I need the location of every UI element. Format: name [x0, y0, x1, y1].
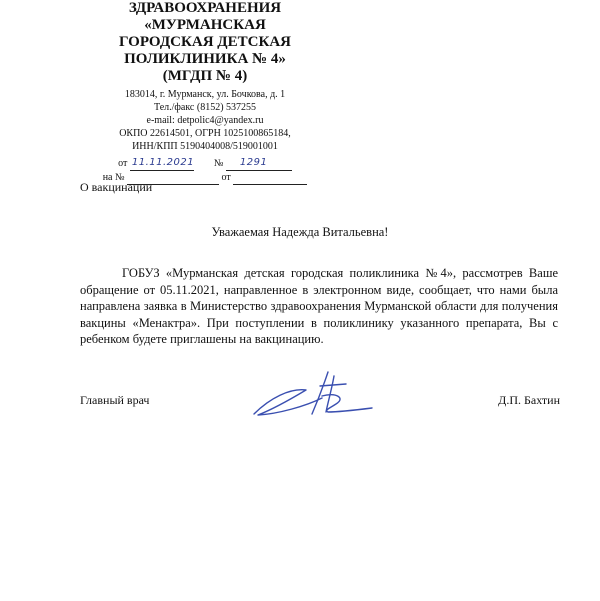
number-label: №: [213, 158, 224, 169]
signature-icon: [248, 368, 378, 420]
outgoing-number-field: [226, 158, 292, 171]
org-address: 183014, г. Мурманск, ул. Бочкова, д. 1: [124, 89, 286, 100]
org-name-line: «МУРМАНСКАЯ: [144, 17, 266, 33]
org-okpo: ОКПО 22614501, ОГРН 1025100865184,: [119, 128, 291, 139]
org-email: e-mail: detpolic4@yandex.ru: [146, 115, 264, 126]
org-phone: Тел./факс (8152) 537255: [153, 102, 257, 113]
handwritten-signature: [248, 368, 378, 425]
ref-date-field: [233, 172, 307, 185]
letter-body: ГОБУЗ «Мурманская детская городская поликлиника №4», рассмотрев Ваше обращение от 05.11.2021, направленное в электронном виде, сообщает, что нами была направлена заявка в Министерство здравоохранения Мурманской области для получения вакцины «Менактра». При поступлении в поликлинику указанного препарата, Вы с ребенком будете приглашены на вакцинацию.: [80, 266, 558, 347]
org-short-name: (МГДП № 4): [162, 68, 248, 84]
outgoing-number-handwritten: 1291: [239, 157, 268, 168]
from-label: от: [118, 158, 128, 169]
signer-name: Д.П. Бахтин: [498, 393, 560, 407]
signer-role: Главный врач: [80, 393, 150, 407]
outgoing-date-field: [130, 158, 194, 171]
letter-subject: О вакцинации: [80, 180, 153, 194]
org-inn: ИНН/КПП 5190404008/519001001: [132, 141, 278, 152]
letterhead: [80, 0, 330, 185]
ref-from-label: от: [221, 172, 231, 183]
org-name-line: ГОРОДСКАЯ ДЕТСКАЯ: [119, 34, 291, 50]
org-name-line: ЗДРАВООХРАНЕНИЯ: [128, 0, 282, 16]
ref-number-label: на №: [102, 172, 125, 183]
outgoing-date-handwritten: 11.11.2021: [131, 157, 195, 168]
org-name-line: ПОЛИКЛИНИКА № 4»: [124, 51, 286, 67]
letter-greeting: Уважаемая Надежда Витальевна!: [211, 225, 389, 239]
outgoing-registration-line: [80, 157, 330, 171]
